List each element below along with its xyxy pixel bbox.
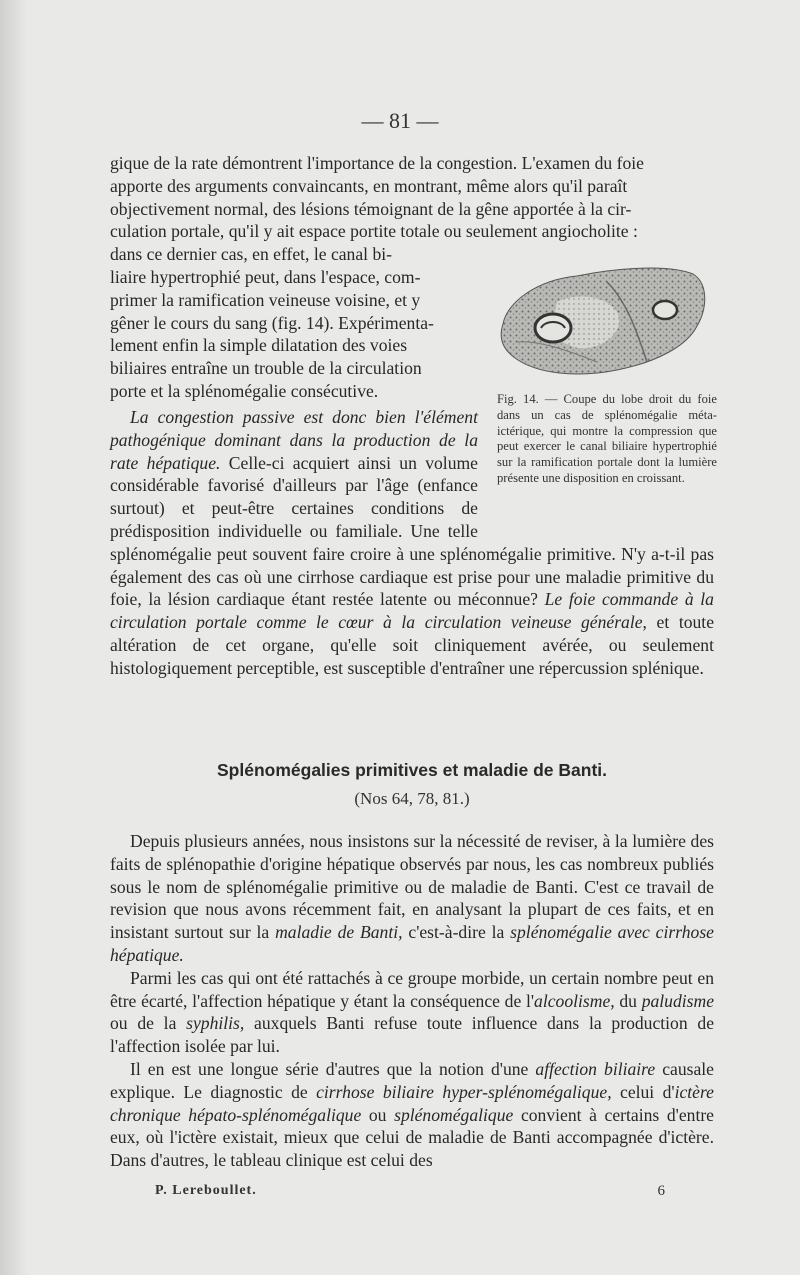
italic-phrase: syphilis, (186, 1013, 245, 1034)
sheet-number: 6 (657, 1183, 665, 1199)
section-body (110, 830, 714, 1172)
text-line: biliaires entraîne un trouble de la circulation (110, 358, 422, 379)
body-text: ou (361, 1104, 395, 1125)
page-gutter-shadow (0, 0, 28, 1275)
italic-phrase: cirrhose biliaire hyper-splénomégalique, (316, 1081, 612, 1102)
italic-phrase: alcoolisme, (534, 990, 615, 1011)
italic-phrase: affection biliaire (535, 1058, 656, 1079)
text-line: lement enfin la simple dilatation des voies (110, 335, 408, 356)
histology-figure-image (497, 262, 711, 382)
figure-14 (497, 262, 717, 487)
italic-phrase: ictère chronique hépato-splénomégalique (110, 1081, 714, 1125)
italic-phrase: splénomégalie avec cirrhose hépatique. (110, 922, 714, 965)
text-line: apporte des arguments convaincants, en montrant, même alors qu'il paraît (110, 175, 628, 196)
italic-phrase: maladie de Banti, (275, 922, 403, 943)
text-line: dans ce dernier cas, en effet, le canal bi- (110, 244, 392, 265)
text-line: primer la ramification veineuse voisine, et y (110, 289, 421, 310)
italic-phrase: splénomégalique (394, 1104, 514, 1125)
body-text: celui d' (611, 1081, 675, 1102)
section-title: Splénomégalies primitives et maladie de Banti. (217, 760, 607, 780)
text-line: porte et la splénomégalie consécutive. (110, 380, 379, 401)
text-line: gêner le cours du sang (fig. 14). Expérimenta- (110, 312, 434, 333)
body-text: auxquels Banti refuse toute influence dans la production de l'affection isolée par lui. (110, 1013, 714, 1057)
body-text: ou de la (110, 1013, 187, 1034)
text-line: culation portale, qu'il y ait espace portite totale ou seulement angiocholite : (110, 221, 638, 242)
body-text: convient à certains d'entre eux, où l'ictère existait, mieux que celui de maladie de Banti accompagnée d'ictère. Dans d'autres, le tableau clinique est celui des (110, 1104, 714, 1171)
italic-phrase: Le foie commande à la circulation portale comme le cœur à la circulation veineuse générale (110, 589, 714, 633)
body-text: Il en est une longue série d'autres que la notion d'une (130, 1058, 536, 1079)
body-text: du (614, 990, 642, 1011)
italic-phrase: La congestion passive est donc bien l'élément pathogénique dominant dans la production de la rate hépatique. (110, 407, 478, 473)
figure-label: Fig. 14. (497, 392, 539, 406)
body-text: Depuis plusieurs années, nous insistons sur la nécessité de reviser, à la lumière des faits de splénopathie d'origine hépatique observés par nous, les cas nombreux publiés sous le nom de splénomégalie primitive ou de maladie de Banti. C'est ce travail de revision que nous avons récemment fait, en analysant la plupart de ces faits, et en insistant surtout sur la (110, 831, 714, 943)
body-text: , et toute altération de cet organe, qu'elle soit cliniquement avérée, ou seulement histologiquement perceptible, est susceptible d'entraîner une répercussion splénique. (110, 612, 714, 678)
text-line: objectivement normal, des lésions témoignant de la gêne apportée à la cir- (110, 198, 632, 219)
body-text: causale explique. Le diagnostic de (110, 1058, 714, 1102)
text-line: gique de la rate démontrent l'importance de la congestion. L'examen du foie (110, 153, 644, 173)
italic-phrase: paludisme (641, 990, 715, 1011)
section-references: (Nos 64, 78, 81.) (354, 789, 470, 808)
body-text: c'est-à-dire la (402, 922, 511, 943)
text-line: liaire hypertrophié peut, dans l'espace, com- (110, 266, 421, 287)
body-text: Celle-ci acquiert ainsi un volume considérable favorisé d'ailleurs par l'âge (enfance surtout) et peut-être certaines conditions de prédisposition individuelle ou familiale. Une telle splénomégalie peut souvent faire croire à une splénomégalie primitive. N'y a-t-il pas également des cas où une cirrhose cardiaque est prise pour une maladie primitive du foie, la lésion cardiaque étant restée latente ou méconnue? (110, 452, 714, 610)
body-text: Parmi les cas qui ont été rattachés à ce groupe morbide, un certain nombre peut en être écarté, l'affection hépatique y étant la conséquence de l' (110, 967, 714, 1011)
figure-caption-text: — Coupe du lobe droit du foie dans un cas de splénomégalie méta-ictérique, qui montre la compression que peut exercer le canal biliaire hypertrophié sur la ramification portale dont la lumière présente une disposition en croissant. (497, 392, 717, 485)
paragraph-3 (110, 830, 714, 967)
paragraph-5 (110, 1058, 714, 1172)
page-footer (155, 1183, 665, 1199)
page-number: — 81 — (361, 108, 439, 133)
author-signature: P. Lereboullet. (155, 1183, 257, 1198)
paragraph-4 (110, 967, 714, 1058)
figure-caption (497, 392, 717, 487)
